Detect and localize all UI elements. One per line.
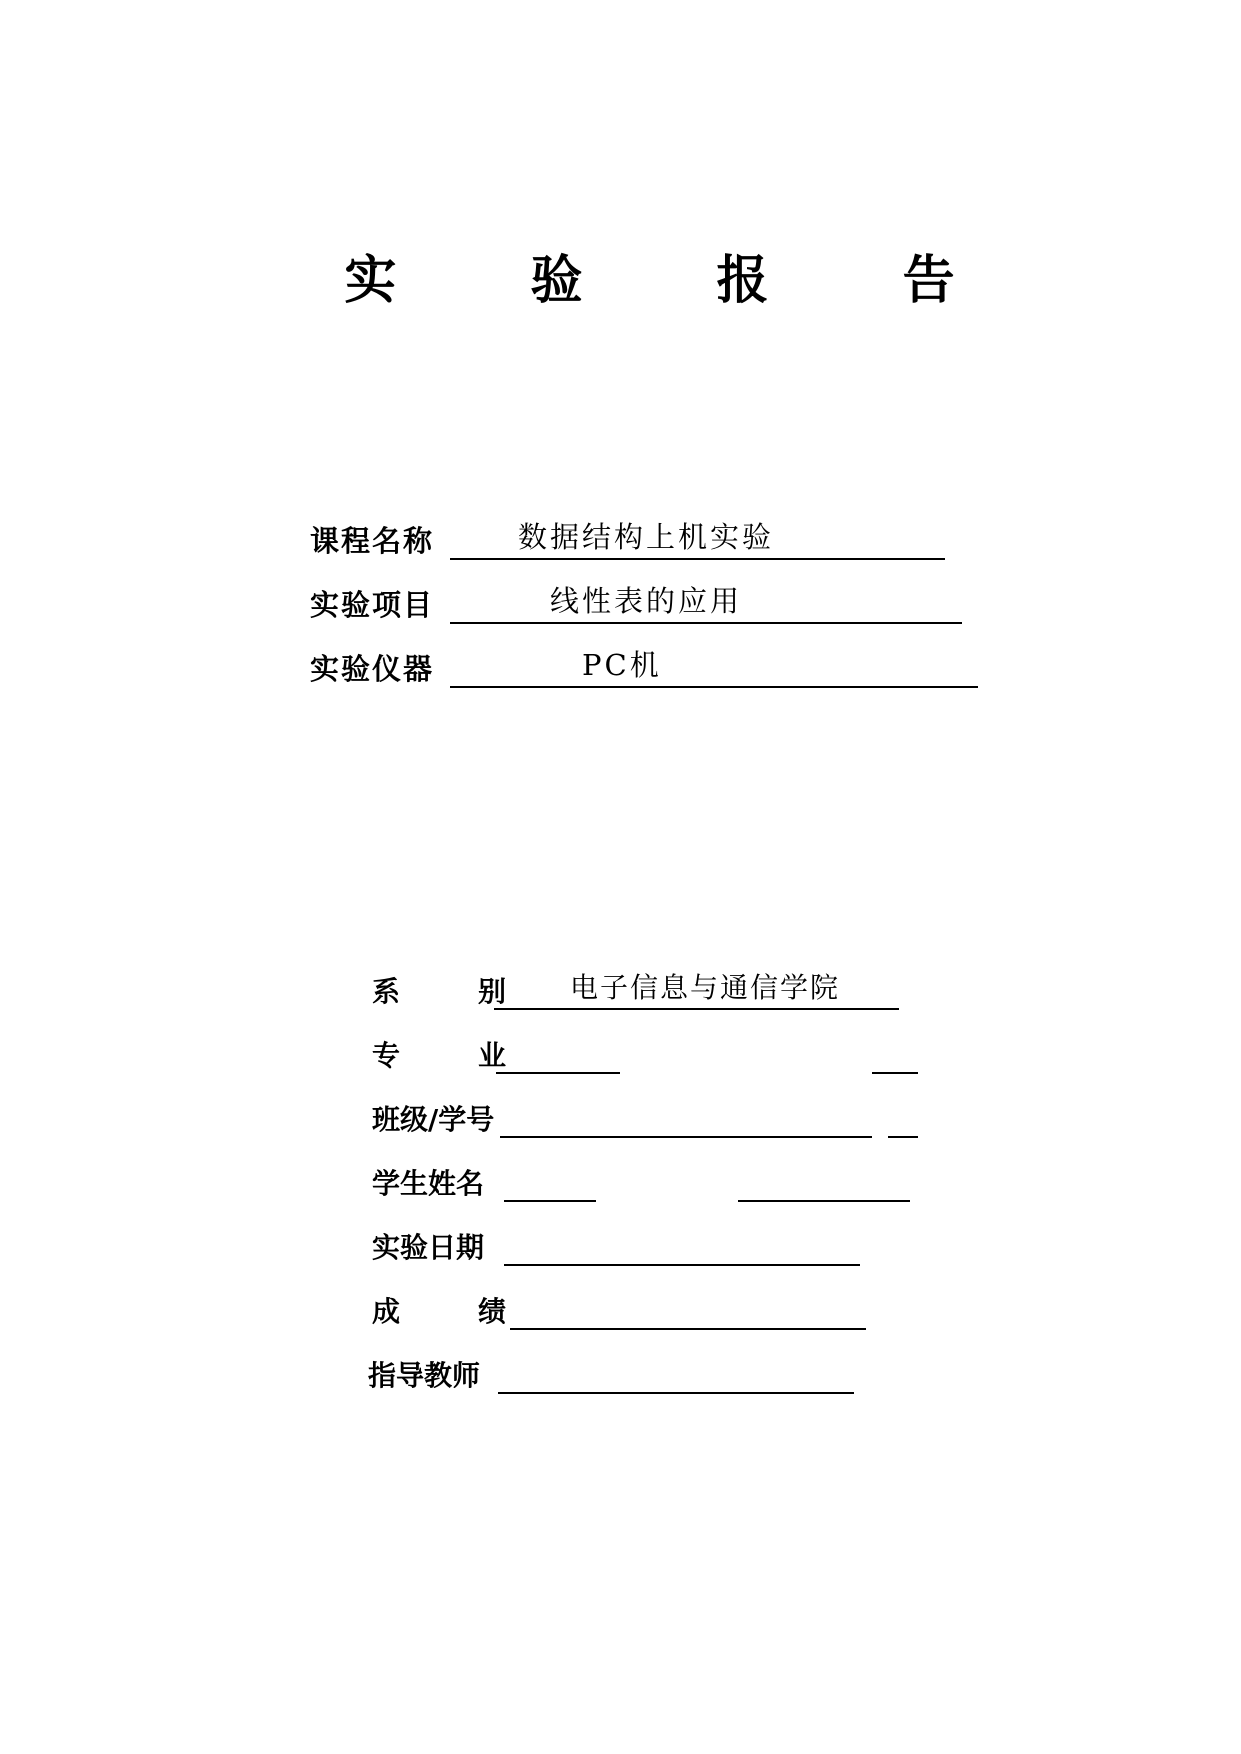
department-field[interactable]	[494, 970, 899, 1010]
project-field[interactable]	[450, 582, 962, 624]
course-row	[310, 520, 945, 560]
grade-row	[372, 1290, 866, 1330]
instrument-field[interactable]	[450, 646, 978, 688]
advisor-label: 指导教师	[368, 1359, 481, 1392]
project-label: 实验项目	[310, 588, 435, 622]
department-row	[372, 970, 899, 1010]
date-row	[372, 1226, 860, 1266]
grade-label: 成 绩	[372, 1295, 506, 1328]
class-id-field[interactable]	[500, 1098, 872, 1138]
instrument-label: 实验仪器	[310, 652, 435, 686]
date-field[interactable]	[504, 1226, 860, 1266]
project-value: 线性表的应用	[550, 584, 743, 618]
major-label: 专 业	[372, 1039, 506, 1072]
class-id-label: 班级/学号	[372, 1103, 495, 1136]
student-name-row	[372, 1162, 910, 1202]
course-value: 数据结构上机实验	[518, 520, 775, 554]
project-row	[310, 584, 962, 624]
class-id-row	[372, 1098, 918, 1138]
course-field[interactable]	[450, 518, 945, 560]
student-name-field[interactable]	[504, 1162, 596, 1202]
report-title: 实 验 报 告	[344, 250, 1013, 311]
course-label: 课程名称	[310, 524, 435, 558]
instrument-value: PC机	[582, 648, 662, 682]
major-field-tail[interactable]	[872, 1034, 918, 1074]
instrument-row	[310, 648, 978, 688]
major-row	[372, 1034, 918, 1074]
student-name-field-tail[interactable]	[738, 1162, 910, 1202]
student-name-label: 学生姓名	[372, 1167, 485, 1200]
advisor-field[interactable]	[498, 1354, 854, 1394]
department-value: 电子信息与通信学院	[570, 971, 841, 1004]
major-field[interactable]	[496, 1034, 620, 1074]
date-label: 实验日期	[372, 1231, 485, 1264]
advisor-row	[368, 1354, 854, 1394]
department-label: 系 别	[372, 975, 506, 1008]
grade-field[interactable]	[510, 1290, 866, 1330]
class-id-field-tail[interactable]	[888, 1098, 918, 1138]
